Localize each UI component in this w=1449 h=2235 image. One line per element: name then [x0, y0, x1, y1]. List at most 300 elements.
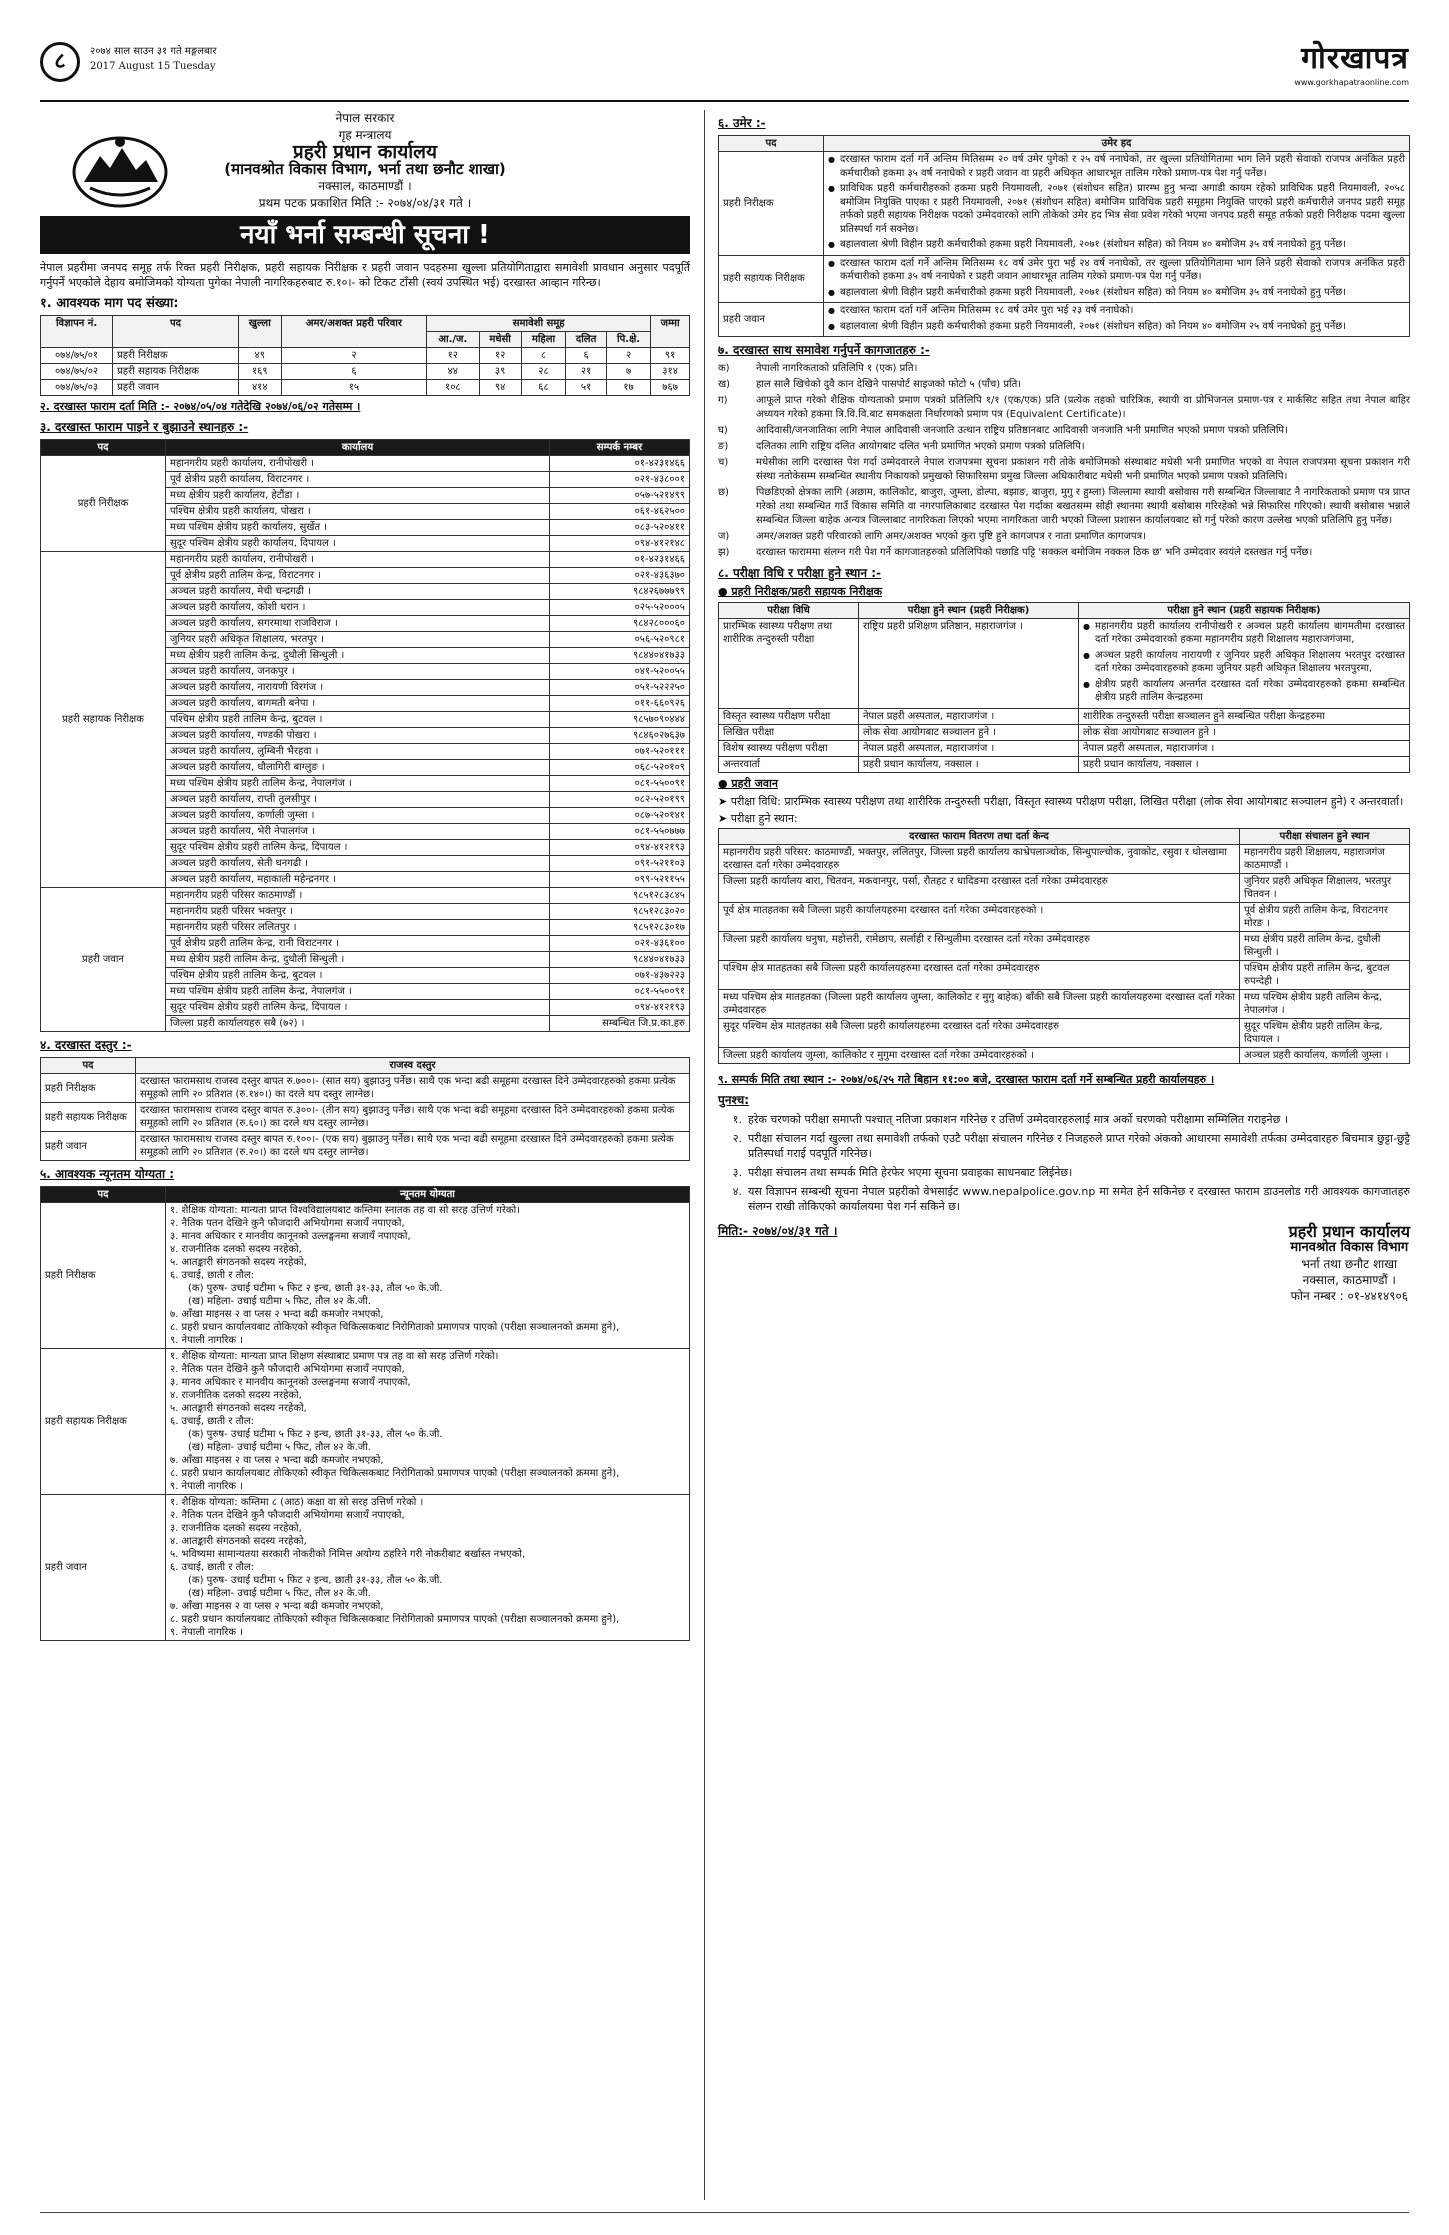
cell-martyr: १५	[281, 380, 426, 396]
age-item: ● दरखास्त फाराम दर्ता गर्ने अन्तिम मितिसम्म १८ वर्ष उमेर पुरा भई २३ वर्ष ननाघेको।	[828, 304, 1405, 318]
cell-post: प्रहरी जवान	[113, 380, 239, 396]
document-item	[718, 546, 1410, 560]
cell-venue: अञ्चल प्रहरी कार्यालय, कर्णाली जुम्ला ।	[1240, 1047, 1410, 1063]
cell-office: अञ्चल प्रहरी कार्यालय, भेरी नेपालगंज ।	[166, 824, 550, 840]
cell-phone: ९८४२८०००६०	[550, 616, 690, 632]
cell-phone: ०६१-४६२५००	[550, 504, 690, 520]
qualification-item: ९. नेपाली नागरिक ।	[170, 1481, 244, 1493]
cell-office: सुदूर पश्चिम क्षेत्रीय प्रहरी तालिम केन्द्र, दिपायल ।	[166, 1000, 550, 1016]
cell-office: अञ्चल प्रहरी कार्यालय, महाकाली महेन्द्रनगर ।	[166, 872, 550, 888]
signature-area	[718, 1221, 1410, 1304]
qualification-list	[170, 1496, 685, 1639]
document-item	[718, 424, 1410, 438]
cell-women: ६८	[521, 380, 566, 396]
table-row	[719, 902, 1410, 931]
exam-sub1-title: ● प्रहरी निरीक्षक/प्रहरी सहायक निरीक्षक	[718, 585, 883, 598]
notice-intro: नेपाल प्रहरीमा जनपद समूह तर्फ रिक्त प्रहरी निरीक्षक, प्रहरी सहायक निरीक्षक र प्रहरी जवान पदहरुमा खुल्ला प्रतियोगिताद्वारा समावेशी प्रावधान अनुसार पदपूर्ति गर्नुपर्ने भएकोले देहाय बमोजिमको योग्यता पुगेका नेपाली नागरिकहरुबाट रु.१०।- को टिकट टाँसी (स्वयं उपस्थित भई) दरखास्त आव्हान गरिन्छ।	[40, 261, 690, 289]
cell-office: पश्चिम क्षेत्रीय प्रहरी तालिम केन्द्र, बुटवल ।	[166, 968, 550, 984]
cell-office: महानगरीय प्रहरी परिसर काठमाण्डौं ।	[166, 888, 550, 904]
cell-office: जिल्ला प्रहरी कार्यालयहरु सबै (७२) ।	[166, 1016, 550, 1032]
age-item: ● बहालवाला श्रेणी विहीन प्रहरी कर्मचारीको हकमा प्रहरी नियमावली, २०७१ (संशोधन सहित) को नियम ४० बमोजिम ३५ वर्ष ननाघेको हुनु पर्नेछ।	[828, 286, 1405, 300]
postscript-list	[718, 1112, 1410, 1214]
cell-dalit: ५१	[566, 380, 607, 396]
cell-office: पूर्व क्षेत्रीय प्रहरी कार्यालय, विराटनगर ।	[166, 472, 550, 488]
cell-phone: ०८१-५५००९१	[550, 984, 690, 1000]
cell-post: प्रहरी सहायक निरीक्षक	[41, 1349, 166, 1495]
cell-office: महानगरीय प्रहरी कार्यालय, रानीपोखरी ।	[166, 552, 550, 568]
asi-place-item: ● महानगरीय प्रहरी कार्यालय रानीपोखरी र अञ्चल प्रहरी कार्यालय बागमतीमा दरखास्त दर्ता गरेका उम्मेदवारको हकमा महानगरीय प्रहरी शिक्षालय महाराजगंजमा,	[1083, 620, 1405, 647]
col-post: पद	[719, 136, 824, 152]
cell-fee: दरखास्त फारामसाथ राजस्व दस्तुर बापत रु.७००।- (सात सय) बुझाउनु पर्नेछ। साथै एक भन्दा बढी समूहमा दरखास्त दिने उम्मेदवारहरुको हकमा प्रत्येक समूहको लागि २० प्रतिशत (रु.१४०।) का दरले थप दस्तुर लाग्नेछ।	[136, 1074, 690, 1103]
age-item: ● बहालवाला श्रेणी विहीन प्रहरी कर्मचारीको हकमा प्रहरी नियमावली, २०७१ (संशोधन सहित) को नियम ४० बमोजिम ३५ वर्ष ननाघेको हुनु पर्नेछ।	[828, 238, 1405, 252]
qualification-item: ६. उचाई, छाती र तौल:	[170, 1416, 255, 1428]
document-key: च)	[718, 457, 729, 468]
cell-phone: ९८५७०९०४४४	[550, 712, 690, 728]
col-martyr: अमर/अशक्त प्रहरी परिवार	[281, 316, 426, 348]
table-row	[719, 1047, 1410, 1063]
cell-dalit: २१	[566, 364, 607, 380]
table-row	[41, 888, 690, 904]
postscript-item	[718, 1131, 1410, 1161]
col-post: पद	[41, 440, 166, 456]
document-key: क)	[718, 363, 730, 374]
exam-table	[718, 602, 1410, 773]
cell-office: पश्चिम क्षेत्रीय प्रहरी कार्यालय, पोखरा ।	[166, 504, 550, 520]
document-text: मधेसीका लागि दरखास्त पेश गर्दा उम्मेदवारले नेपाल राजपत्रमा सूचना प्रकाशन गरी तोके बमोजिमको संस्थाबाट मधेसी भनी प्रमाणित भएको वा नेपाल राजपत्रमा सूचना प्रकाशन गरी संस्था नतोकेसम्म सम्बन्धित स्थानीय निकायको प्रमुखको सिफारिसमा प्रमुख जिल्ला अधिकारीबाट मधेसी भनी प्रमाणित भएको प्रमाण पत्रको प्रतिलिपि।	[756, 457, 1410, 482]
sign-office: प्रहरी प्रधान कार्यालय	[1288, 1221, 1410, 1241]
table-row	[41, 1203, 690, 1349]
cell-age	[824, 255, 1410, 303]
cell-office: पूर्व क्षेत्रीय प्रहरी तालिम केन्द्र, रानी विराटनगर ।	[166, 936, 550, 952]
cell-phone: ९८५१२८३०१७	[550, 920, 690, 936]
document-key: झ)	[718, 547, 730, 558]
cell-office: अञ्चल प्रहरी कार्यालय, नारायणी विरगंज ।	[166, 680, 550, 696]
table-row	[719, 255, 1410, 303]
qualification-item: ८. प्रहरी प्रधान कार्यालयबाट तोकिएको स्वीकृत चिकित्सकबाट निरोगिताको प्रमाणपत्र पाएको (परीक्षा सञ्चालनको क्रममा हुने),	[170, 1614, 620, 1626]
cell-adivasi: १०८	[427, 380, 479, 396]
document-text: दलितका लागि राष्ट्रिय दलित आयोगबाट दलित भनी प्रमाणित भएको प्रमाण पत्रको प्रतिलिपि।	[756, 441, 1085, 452]
cell-post: प्रहरी निरीक्षक	[41, 1074, 136, 1103]
cell-phone: ०५७-५२१४९९	[550, 488, 690, 504]
cell-method: लिखित परीक्षा	[719, 724, 859, 740]
cell-phone: ०८२-५२०१९९	[550, 792, 690, 808]
cell-phone: ०२१-४३६१००	[550, 936, 690, 952]
table-row	[719, 844, 1410, 873]
cell-method: प्रारम्भिक स्वास्थ्य परीक्षण तथा शारीरिक तन्दुरुस्ती परीक्षा	[719, 618, 859, 708]
cell-office: महानगरीय प्रहरी परिसर भक्तपुर ।	[166, 904, 550, 920]
col-backward: पि.क्षे.	[606, 332, 650, 348]
age-table	[718, 135, 1410, 337]
col-total: जम्मा	[651, 316, 690, 348]
cell-post: प्रहरी निरीक्षक	[41, 1203, 166, 1349]
cell-office: अञ्चल प्रहरी कार्यालय, लुम्बिनी भैरहवा ।	[166, 744, 550, 760]
qualification-item: ५. भविष्यमा सामान्यतया सरकारी नोकरीको निमित्त अयोग्य ठहरिने गरी नोकरीबाट बर्खास्त नभएको,	[170, 1549, 526, 1561]
right-column	[718, 110, 1410, 1304]
cell-post: प्रहरी सहायक निरीक्षक	[113, 364, 239, 380]
cell-post: प्रहरी जवान	[41, 1132, 136, 1161]
cell-venue: पश्चिम क्षेत्रीय प्रहरी तालिम केन्द्र, बुटवल रुपन्देही ।	[1240, 960, 1410, 989]
jawan-centers-table	[718, 828, 1410, 1064]
document-text: अमर/अशक्त प्रहरी परिवारको लागि अमर/अशक्त भएको कुरा पुष्टि हुने कागजपत्र र नाता प्रमाणित कागजपत्र।	[756, 531, 1146, 542]
qualification-item: २. नैतिक पतन देखिने कुनै फौजदारी अभियोगमा सजायँ नपाएको,	[170, 1510, 405, 1522]
table-row	[719, 873, 1410, 902]
qualification-item: १. शैक्षिक योग्यता: कम्तिमा ८ (आठ) कक्षा वा सो सरह उत्तिर्ण गरेको ।	[170, 1497, 424, 1509]
table-row	[719, 303, 1410, 337]
cell-phone: ०५१-५२२२५०	[550, 680, 690, 696]
dateline	[90, 44, 216, 74]
cell-office: पूर्व क्षेत्रीय प्रहरी तालिम केन्द्र, विराटनगर ।	[166, 568, 550, 584]
cell-post: प्रहरी निरीक्षक	[41, 456, 166, 552]
sign-department: मानवश्रोत विकास विभाग	[1290, 1239, 1409, 1255]
cell-phone: ०८१-५५०७७७	[550, 824, 690, 840]
cell-qualification	[166, 1495, 690, 1641]
date-nepali: २०७४ साल साउन ३१ गते मङ्गलबार	[90, 46, 217, 57]
cell-adv: ०७४/७५/०२	[41, 364, 113, 380]
ministry-label: गृह मन्त्रालय	[338, 128, 392, 142]
cell-qualification	[166, 1349, 690, 1495]
qualification-item: ५. आतङ्कारी संगठनको सदस्य नरहेको,	[170, 1257, 307, 1269]
cell-office: मध्य क्षेत्रीय प्रहरी कार्यालय, हेटौंडा ।	[166, 488, 550, 504]
cell-phone: ०९४-४१२१९३	[550, 1000, 690, 1016]
cell-office: अञ्चल प्रहरी कार्यालय, सेती धनगढी ।	[166, 856, 550, 872]
cell-office: मध्य पश्चिम क्षेत्रीय प्रहरी तालिम केन्द्र, नेपालगंज ।	[166, 776, 550, 792]
cell-center: जिल्ला प्रहरी कार्यालय बारा, चितवन, मकवानपुर, पर्सा, रौतहट र धादिङमा दरखास्त दर्ता गरेका उम्मेदवारहरु	[719, 873, 1240, 902]
postscript-item	[718, 1165, 1410, 1180]
cell-office: सुदूर पश्चिम क्षेत्रीय प्रहरी कार्यालय, दिपायल ।	[166, 536, 550, 552]
cell-office: जुनियर प्रहरी अधिकृत शिक्षालय, भरतपुर ।	[166, 632, 550, 648]
qualification-item: २. नैतिक पतन देखिने कुनै फौजदारी अभियोगमा सजायँ नपाएको,	[170, 1364, 405, 1376]
cell-office: अञ्चल प्रहरी कार्यालय, बागमती बनेपा ।	[166, 696, 550, 712]
table-row	[719, 960, 1410, 989]
qualification-item: ३. मानव अधिकार र मानवीय कानूनको उल्लङ्घनमा सजायँ नपाएको,	[170, 1231, 411, 1243]
qualification-item: (क) पुरुष- उचाई घटीमा ५ फिट २ इन्च, छाती ३१-३३, तौल ५० के.जी.	[188, 1575, 443, 1587]
qualification-list	[170, 1204, 685, 1347]
cell-center: जिल्ला प्रहरी कार्यालय धनुषा, महोत्तरी, रामेछाप, सर्लाही र सिन्धुलीमा दरखास्त दर्ता गरेका उम्मेदवारहरु	[719, 931, 1240, 960]
jawan-place-label: ➤ परीक्षा हुने स्थान:	[718, 811, 798, 825]
postscript-text: परीक्षा संचालन गर्दा खुल्ला तथा समावेशी तर्फको एउटै परीक्षा संचालन गरिनेछ र निजहरुले प्राप्त गरेको अंकको आधारमा समावेशी तर्फका उम्मेदवारहरु बिचमात्र छुट्टा-छुट्टै प्रतिस्पर्धा गराई पदपूर्ति गरिनेछ।	[748, 1131, 1410, 1160]
qualification-item: ८. प्रहरी प्रधान कार्यालयबाट तोकिएको स्वीकृत चिकित्सकबाट निरोगिताको प्रमाणपत्र पाएको (परीक्षा सञ्चालनको क्रममा हुने),	[170, 1468, 620, 1480]
cell-venue: सुदूर पश्चिम क्षेत्रीय प्रहरी तालिम केन्द्र, दिपायल ।	[1240, 1018, 1410, 1047]
cell-place-asi: शारीरिक तन्दुरुस्ती परीक्षा सञ्चालन हुने सम्बन्धित परीक्षा केन्द्रहरुमा	[1079, 708, 1410, 724]
cell-center: पश्चिम क्षेत्र मातहतका सबै जिल्ला प्रहरी कार्यालयहरुमा दरखास्त दर्ता गरेका उम्मेदवारहरु	[719, 960, 1240, 989]
cell-phone: ०९४-४१२१९३	[550, 840, 690, 856]
table-row	[41, 552, 690, 568]
cell-phone: ९८४६०२७६३७	[550, 728, 690, 744]
cell-place-insp: प्रहरी प्रधान कार्यालय, नक्साल ।	[859, 756, 1079, 772]
age-list	[828, 153, 1405, 252]
section-9-title: ९. सम्पर्क मिति तथा स्थान :- २०७४/०६/२५ गते बिहान ११:०० बजे, दरखास्त फाराम दर्ता गर्ने सम्बन्धित प्रहरी कार्यालयहरु ।	[718, 1072, 1215, 1086]
qualification-item: (ख) महिला- उचाई घटीमा ५ फिट, तौल ४२ के.जी.	[188, 1296, 371, 1308]
postscript-text: हरेक चरणको परीक्षा समाप्ती पश्चात् नतिजा प्रकाशन गरिनेछ र उत्तिर्ण उम्मेदवारहरुलाई मात्र अर्को चरणको परीक्षामा सम्मिलित गराइनेछ ।	[748, 1112, 1289, 1126]
office-title: प्रहरी प्रधान कार्यालय	[292, 141, 438, 163]
cell-office: महानगरीय प्रहरी कार्यालय, रानीपोखरी ।	[166, 456, 550, 472]
cell-office: पश्चिम क्षेत्रीय प्रहरी तालिम केन्द्र, बुटवल ।	[166, 712, 550, 728]
cell-office: अञ्चल प्रहरी कार्यालय, सगरमाथा राजविराज ।	[166, 616, 550, 632]
cell-place-asi: प्रहरी प्रधान कार्यालय, नक्साल ।	[1079, 756, 1410, 772]
cell-phone: ०२१-४३८००१	[550, 472, 690, 488]
table-row	[41, 1103, 690, 1132]
cell-post: प्रहरी जवान	[719, 303, 824, 337]
cell-backward: १७	[606, 380, 650, 396]
section-1-title: १. आवश्यक माग पद संख्या:	[40, 296, 179, 311]
document-key: छ)	[718, 487, 729, 498]
col-fee: राजस्व दस्तुर	[136, 1058, 690, 1074]
cell-center: मध्य पश्चिम क्षेत्र मातहतका (जिल्ला प्रहरी कार्यालय जुम्ला, कालिकोट र मुगु बाहेक) बाँकी सबै जिल्ला प्रहरी कार्यालयहरुमा दरखास्त दर्ता गरेका उम्मेदवारहरु	[719, 989, 1240, 1018]
cell-office: सुदूर पश्चिम क्षेत्रीय प्रहरी तालिम केन्द्र, दिपायल ।	[166, 840, 550, 856]
age-item: ● दरखास्त फाराम दर्ता गर्ने अन्तिम मितिसम्म २० वर्ष उमेर पुगेको र २५ वर्ष ननाघेको, तर खुल्ला प्रतियोगितामा भाग लिने प्रहरी सेवाको राजपत्र अनंकित प्रहरी कर्मचारीको हकमा ३५ वर्ष ननाघेको र प्रहरी जवान वा प्रहरी अधिकृत आधारभूत तालिम गरेको प्रमाण-पत्र पेश गर्नु पर्नेछ।	[828, 153, 1405, 180]
col-adivasi: आ./ज.	[427, 332, 479, 348]
qualification-item: (ख) महिला- उचाई घटीमा ५ फिट, तौल ४२ के.जी.	[188, 1442, 371, 1454]
qualification-item: ६. उचाई, छाती र तौल:	[170, 1270, 255, 1282]
table-row	[41, 1074, 690, 1103]
cell-phone: ०९१-५२११०३	[550, 856, 690, 872]
cell-venue: पूर्व क्षेत्रीय प्रहरी तालिम केन्द्र, विराटनगर मोरङ ।	[1240, 902, 1410, 931]
cell-phone: ०७१-५२०१११	[550, 744, 690, 760]
jawan-method: ➤ परीक्षा विधि: प्रारम्भिक स्वास्थ्य परीक्षण तथा शारीरिक तन्दुरुस्ती परीक्षा, विस्तृत स्वास्थ्य परीक्षण परीक्षा, लिखित परीक्षा (लोक सेवा आयोगबाट सञ्चालन हुने) र अन्तरवार्ता।	[718, 794, 1404, 808]
cell-post: प्रहरी निरीक्षक	[113, 348, 239, 364]
office-place: नक्साल, काठमाण्डौं ।	[318, 179, 412, 193]
cell-center: पूर्व क्षेत्र मातहतका सबै जिल्ला प्रहरी कार्यालयहरुमा दरखास्त दर्ता गरेका उम्मेदवारहरुको ।	[719, 902, 1240, 931]
notice-heading	[40, 110, 690, 212]
table-row	[719, 740, 1410, 756]
table-row	[41, 364, 690, 380]
table-row	[41, 1349, 690, 1495]
col-post: पद	[113, 316, 239, 348]
sign-phone: फोन नम्बर : ०१-४४१४९०६	[1290, 1288, 1408, 1303]
col-place-insp: परीक्षा हुने स्थान (प्रहरी निरीक्षक)	[859, 602, 1079, 618]
qualification-item: (ख) महिला- उचाई घटीमा ५ फिट, तौल ४२ के.जी.	[188, 1588, 371, 1600]
gov-label: नेपाल सरकार	[335, 111, 395, 125]
masthead	[1294, 40, 1409, 88]
notice-date: मिति:- २०७४/०४/३१ गते ।	[718, 1223, 838, 1238]
cell-office: मध्य क्षेत्रीय प्रहरी तालिम केन्द्र, दुधौली सिन्धुली ।	[166, 648, 550, 664]
column-divider	[704, 110, 705, 2200]
cell-place-asi: नेपाल प्रहरी अस्पताल, महाराजगंज ।	[1079, 740, 1410, 756]
asi-place-item: ● अञ्चल प्रहरी कार्यालय नारायणी र जुनियर प्रहरी अधिकृत शिक्षालय भरतपुर दरखास्त दर्ता गरेका उम्मेदवारहरुको हकमा जुनियर प्रहरी अधिकृत शिक्षालय भरतपुरमा,	[1083, 649, 1405, 676]
age-list	[828, 304, 1405, 333]
cell-phone: ०६८-५२०१०९	[550, 760, 690, 776]
col-age: उमेर हद	[824, 136, 1410, 152]
document-key: ग)	[718, 395, 728, 406]
postscript-item	[718, 1112, 1410, 1127]
section-7-title: ७. दरखास्त साथ समावेश गर्नुपर्ने कागजातहरु :-	[718, 343, 930, 357]
qualification-item: १. शैक्षिक योग्यता: मान्यता प्राप्त शिक्षण संस्थाबाट प्रमाण पत्र तह वा सो सरह उत्तिर्ण गरेको।	[170, 1351, 499, 1363]
cell-open: ४९	[238, 348, 281, 364]
cell-phone: ०८३-५२०४११	[550, 520, 690, 536]
table-row	[719, 724, 1410, 740]
qualification-item: (क) पुरुष- उचाई घटीमा ५ फिट २ इन्च, छाती ३१-३३, तौल ५० के.जी.	[188, 1283, 443, 1295]
col-inclusive: समावेशी समूह	[427, 316, 651, 332]
cell-post: प्रहरी जवान	[41, 1495, 166, 1641]
table-row	[719, 756, 1410, 772]
qualification-item: ७. आँखा माइनस २ वा प्लस २ भन्दा बढी कमजोर नभएको,	[170, 1455, 384, 1467]
qualification-item: ३. मानव अधिकार र मानवीय कानूनको उल्लङ्घनमा सजायँ नपाएको,	[170, 1377, 411, 1389]
col-center: दरखास्त फाराम वितरण तथा दर्ता केन्द	[719, 828, 1240, 844]
documents-list	[718, 362, 1410, 560]
cell-phone: ०११-६६०९२६	[550, 696, 690, 712]
header-rule	[40, 100, 1409, 102]
qualification-item: (क) पुरुष- उचाई घटीमा ५ फिट २ इन्च, छाती ३१-३३, तौल ५० के.जी.	[188, 1429, 443, 1441]
cell-center: महानगरीय प्रहरी परिसर: काठमाण्डौं, भक्तपुर, ललितपुर, जिल्ला प्रहरी कार्यालय काभ्रेपलाञ्चोक, सिन्धुपाल्चोक, नुवाकोट, रसुवा र धोलखामा दरखास्त दर्ता गरेका उम्मेदवारहरु	[719, 844, 1240, 873]
document-item	[718, 530, 1410, 544]
cell-phone: ०९४-४१२१४८	[550, 536, 690, 552]
cell-center: सुदूर पश्चिम क्षेत्र मातहतका सबै जिल्ला प्रहरी कार्यालयहरुमा दरखास्त दर्ता गरेका उम्मेदवारहरु	[719, 1018, 1240, 1047]
cell-center: जिल्ला प्रहरी कार्यालय जुम्ला, कालिकोट र मुगुमा दरखास्त दर्ता गरेका उम्मेदवारहरुको ।	[719, 1047, 1240, 1063]
postscript-item	[718, 1184, 1410, 1214]
qualification-item: ९. नेपाली नागरिक ।	[170, 1627, 244, 1639]
table-row	[41, 1132, 690, 1161]
postscript-key: २.	[732, 1131, 742, 1145]
cell-office: अञ्चल प्रहरी कार्यालय, धौलागिरी बाग्लुङ ।	[166, 760, 550, 776]
col-venue: परीक्षा संचालन हुने स्थान	[1240, 828, 1410, 844]
document-item	[718, 440, 1410, 454]
cell-post: प्रहरी सहायक निरीक्षक	[41, 552, 166, 888]
fee-table	[40, 1057, 690, 1161]
cell-post: प्रहरी सहायक निरीक्षक	[41, 1103, 136, 1132]
cell-place-insp: नेपाल प्रहरी अस्पताल, महाराजगंज ।	[859, 740, 1079, 756]
cell-adivasi: ४४	[427, 364, 479, 380]
cell-post: प्रहरी सहायक निरीक्षक	[719, 255, 824, 303]
document-text: पिछडिएको क्षेत्रका लागि (अछाम, कालिकोट, बाजुरा, जुम्ला, डोल्पा, बझाङ, बाजुरा, मुगु र हुम्ला) जिल्लामा स्थायी बसोवास गरी सम्बन्धित जिल्लाबाट नै नागरिकताको प्रमाण पत्र प्राप्त गरेको तथा सम्बन्धित गाउँ विकास समिति वा नगरपालिकाबाट दरखास्त पेश गर्दाका बखतसम्म सोही स्थानमा स्थायी बसोबास गरिरहेको भन्ने सिफारिस गरिएको। स्थायी बसोबास भन्नाले सम्बन्धित जिल्ला बाहेक अन्यत्र जिल्लाबाट नागरिकता लिएको भएमा नागरिकता जारी भएको जिल्ला प्रशासन कार्यालयबाट सो गर्नु परेको कारण उल्लेख भएको प्रतिलिपि हुनु पर्नेछ।	[756, 487, 1410, 526]
cell-phone: ०८७-५२०१४१	[550, 808, 690, 824]
cell-phone: ९८४२६७७७९९	[550, 584, 690, 600]
cell-adv: ०७४/७५/०३	[41, 380, 113, 396]
cell-dalit: ६	[566, 348, 607, 364]
qualification-item: ४. आतङ्कारी संगठनको सदस्य नरहेको,	[170, 1536, 307, 1548]
cell-age	[824, 152, 1410, 256]
cell-office: अञ्चल प्रहरी कार्यालय, जनकपुर ।	[166, 664, 550, 680]
col-open: खुल्ला	[238, 316, 281, 348]
cell-open: १६९	[238, 364, 281, 380]
cell-madhesi: ३९	[479, 364, 521, 380]
document-item	[718, 456, 1410, 484]
cell-post: प्रहरी जवान	[41, 888, 166, 1032]
cell-phone: ०९९-५२११५५	[550, 872, 690, 888]
cell-phone: ९८४४०४१७३३	[550, 648, 690, 664]
table-row	[719, 152, 1410, 256]
postscript-title: पुनश्च:	[718, 1092, 749, 1107]
table-row	[719, 931, 1410, 960]
document-item	[718, 362, 1410, 376]
document-key: ज)	[718, 531, 730, 542]
cell-office: अञ्चल प्रहरी कार्यालय, कर्णाली जुम्ला ।	[166, 808, 550, 824]
cell-martyr: ६	[281, 364, 426, 380]
cell-phone: ९८५१२८३८४५	[550, 888, 690, 904]
department-title: (मानवश्रोत विकास विभाग, भर्ना तथा छनौट शाखा)	[224, 160, 506, 178]
cell-method: विशेष स्वास्थ्य परीक्षण परीक्षा	[719, 740, 859, 756]
document-text: आफूले प्राप्त गरेको शैक्षिक योग्यताको प्रमाण पत्रको प्रतिलिपि १/१ (एक/एक) प्रति (प्रत्येक तहको चारित्रिक, स्थायी वा प्रोभिजनल प्रमाण-पत्र र मार्कसिट सहित तथा नेपाल बाहिर अध्ययन गरेको हकमा त्रि.वि.वि.बाट समकक्षता निर्धारणको प्रमाण पत्र (Equivalent Certificate)।	[756, 395, 1410, 420]
cell-martyr: २	[281, 348, 426, 364]
cell-venue: महानगरीय प्रहरी शिक्षालय, महाराजगंज काठमाण्डौं ।	[1240, 844, 1410, 873]
cell-place-insp: राष्ट्रिय प्रहरी प्रशिक्षण प्रतिष्ठान, महाराजगंज ।	[859, 618, 1079, 708]
col-adv-no: विज्ञापन नं.	[41, 316, 113, 348]
cell-place-insp: नेपाल प्रहरी अस्पताल, महाराजगंज ।	[859, 708, 1079, 724]
qualification-item: ४. राजनीतिक दलको सदस्य नरहेको,	[170, 1244, 302, 1256]
cell-madhesi: ९४	[479, 380, 521, 396]
table-row	[719, 618, 1410, 708]
table-row	[719, 1018, 1410, 1047]
postscript-text: परीक्षा संचालन तथा सम्पर्क मिति हेरफेर भएमा सूचना प्रवाहका साधनबाट लिईनेछ।	[748, 1165, 1073, 1179]
cell-total: ९१	[651, 348, 690, 364]
postscript-key: १.	[732, 1112, 742, 1126]
cell-phone: ०४१-५२००५५	[550, 664, 690, 680]
col-place-asi: परीक्षा हुने स्थान (प्रहरी सहायक निरीक्षक)	[1079, 602, 1410, 618]
age-item: ● बहालवाला श्रेणी विहीन प्रहरी कर्मचारीको हकमा प्रहरी नियमावली, २०७१ (संशोधन सहित) को नियम ४० बमोजिम २५ वर्ष ननाघेको हुनु पर्नेछ।	[828, 320, 1405, 334]
cell-phone: ०७१-४३७२२३	[550, 968, 690, 984]
table-row	[41, 1495, 690, 1641]
page-number: ८	[40, 42, 80, 82]
qualification-item: ९. नेपाली नागरिक ।	[170, 1335, 244, 1347]
table-row	[41, 380, 690, 396]
document-text: हाल सालै खिचेको दुवै कान देखिने पासपोर्ट साइजको फोटो ५ (पाँच) प्रति।	[756, 379, 1022, 390]
col-post: पद	[41, 1058, 136, 1074]
cell-method: अन्तरवार्ता	[719, 756, 859, 772]
cell-office: अञ्चल प्रहरी कार्यालय, गण्डकी पोखरा ।	[166, 728, 550, 744]
qualification-item: ३. राजनीतिक दलको सदस्य नरहेको,	[170, 1523, 302, 1535]
left-column	[40, 110, 690, 1641]
newspaper-url: www.gorkhapatraonline.com	[1294, 77, 1409, 87]
office-table	[40, 439, 690, 1032]
document-key: ख)	[718, 379, 731, 390]
col-method: परीक्षा विधि	[719, 602, 859, 618]
cell-adivasi: १२	[427, 348, 479, 364]
postscript-key: ३.	[732, 1165, 742, 1179]
table-row	[41, 456, 690, 472]
qualification-item: ७. आँखा माइनस २ वा प्लस २ भन्दा बढी कमजोर नभएको,	[170, 1601, 384, 1613]
col-madhesi: मधेसी	[479, 332, 521, 348]
cell-phone: ०२५-५२०००५	[550, 600, 690, 616]
document-item	[718, 486, 1410, 528]
qualification-item: २. नैतिक पतन देखिने कुनै फौजदारी अभियोगमा सजायँ नपाएको,	[170, 1218, 405, 1230]
cell-madhesi: १२	[479, 348, 521, 364]
cell-open: ४१४	[238, 380, 281, 396]
qualification-item: १. शैक्षिक योग्यता: मान्यता प्राप्त विश्वविद्यालयबाट कम्तिमा स्नातक तह वा सो सरह उत्तिर्ण गरेको।	[170, 1205, 520, 1217]
cell-office: अञ्चल प्रहरी कार्यालय, राप्ती तुलसीपुर ।	[166, 792, 550, 808]
vacancy-table	[40, 315, 690, 396]
sign-place: नक्साल, काठमाण्डौं ।	[1302, 1272, 1396, 1287]
section-2-text: २. दरखास्त फाराम दर्ता मिति :- २०७४/०५/०४ गतेदेखि २०७४/०६/०२ गतेसम्म ।	[40, 400, 361, 414]
cell-venue: जुनियर प्रहरी अधिकृत शिक्षालय, भरतपुर चितवन ।	[1240, 873, 1410, 902]
postscript-text: यस विज्ञापन सम्बन्धी सूचना नेपाल प्रहरीको वेभसाईट www.nepalpolice.gov.np मा समेत हेर्न सकिनेछ र दरखास्त फाराम डाउनलोड गरी आवश्यक कागजातहरु संलग्न राखी तोकिएको कार्यालयमा पेश गर्न सकिने छ।	[748, 1184, 1410, 1213]
cell-office: मध्य क्षेत्रीय प्रहरी तालिम केन्द्र, दुधौली सिन्धुली ।	[166, 952, 550, 968]
section-6-title: ६. उमेर :-	[718, 116, 766, 130]
cell-phone: ९८४४०४१७३३	[550, 952, 690, 968]
cell-qualification	[166, 1203, 690, 1349]
document-key: घ)	[718, 425, 728, 436]
cell-women: ८	[521, 348, 566, 364]
col-dalit: दलित	[566, 332, 607, 348]
table-row	[719, 989, 1410, 1018]
cell-venue: मध्य क्षेत्रीय प्रहरी तालिम केन्द्र, दुधौली सिन्धुली ।	[1240, 931, 1410, 960]
asi-place-list	[1083, 620, 1405, 705]
cell-women: २८	[521, 364, 566, 380]
section-3-title: ३. दरखास्त फाराम पाइने र बुझाउने स्थानहरु :-	[40, 420, 249, 435]
cell-venue: मध्य पश्चिम क्षेत्रीय प्रहरी तालिम केन्द्र, नेपालगंज ।	[1240, 989, 1410, 1018]
col-qualification: न्यूनतम योग्यता	[166, 1187, 690, 1203]
cell-office: महानगरीय प्रहरी परिसर ललितपुर ।	[166, 920, 550, 936]
cell-fee: दरखास्त फारामसाथ राजस्व दस्तुर बापत रु.३००।- (तीन सय) बुझाउनु पर्नेछ। साथै एक भन्दा बढी समूहमा दरखास्त दिने उम्मेदवारहरुको हकमा प्रत्येक समूहको लागि २० प्रतिशत (रु.६०।) का दरले थप दस्तुर लाग्नेछ।	[136, 1103, 690, 1132]
qualification-table	[40, 1186, 690, 1641]
document-text: दरखास्त फाराममा संलग्न गरी पेश गर्ने कागजातहरुको प्रतिलिपिको पछाडि पट्टि 'सक्कल बमोजिम नक्कल ठिक छ' भनि उम्मेदवार स्वयंले दस्तखत गर्नु पर्नेछ।	[756, 547, 1313, 558]
qualification-item: ४. राजनीतिक दलको सदस्य नरहेको,	[170, 1390, 302, 1402]
notice-banner: नयाँ भर्ना सम्बन्धी सूचना !	[40, 216, 690, 254]
cell-total: ३१४	[651, 364, 690, 380]
cell-office: मध्य पश्चिम क्षेत्रीय प्रहरी कार्यालय, सुर्खेत ।	[166, 520, 550, 536]
age-item: ● प्राविधिक प्रहरी कर्मचारीहरुको हकमा प्रहरी नियमावली, २०७१ (संशोधन सहित) प्रारम्भ हुनु भन्दा अगाडी कायम रहेको प्राविधिक प्रहरी नियमावली, २०५८ बमोजिम नियुक्ति पाएका र प्रहरी नियमावली, २०७१ (संशोधन सहित) बमोजिम प्राविधिक प्रहरी समूहमा नियुक्ति पाएको प्रहरी कर्मचारीले जनपद प्रहरी समूह तर्फको प्रहरी सहायक निरीक्षक पदको उम्मेदवारको लागि तोकेको उमेर हद भित्र सेवा प्रवेश गरेको भएमा जनपद प्रहरी समूह तर्फको प्रहरी निरीक्षक पदमा खुल्ला प्रतिस्पर्धा गर्न सक्नेछ।	[828, 182, 1405, 236]
cell-place-insp: लोक सेवा आयोगबाट सञ्चालन हुने ।	[859, 724, 1079, 740]
cell-adv: ०७४/७५/०१	[41, 348, 113, 364]
cell-age	[824, 303, 1410, 337]
